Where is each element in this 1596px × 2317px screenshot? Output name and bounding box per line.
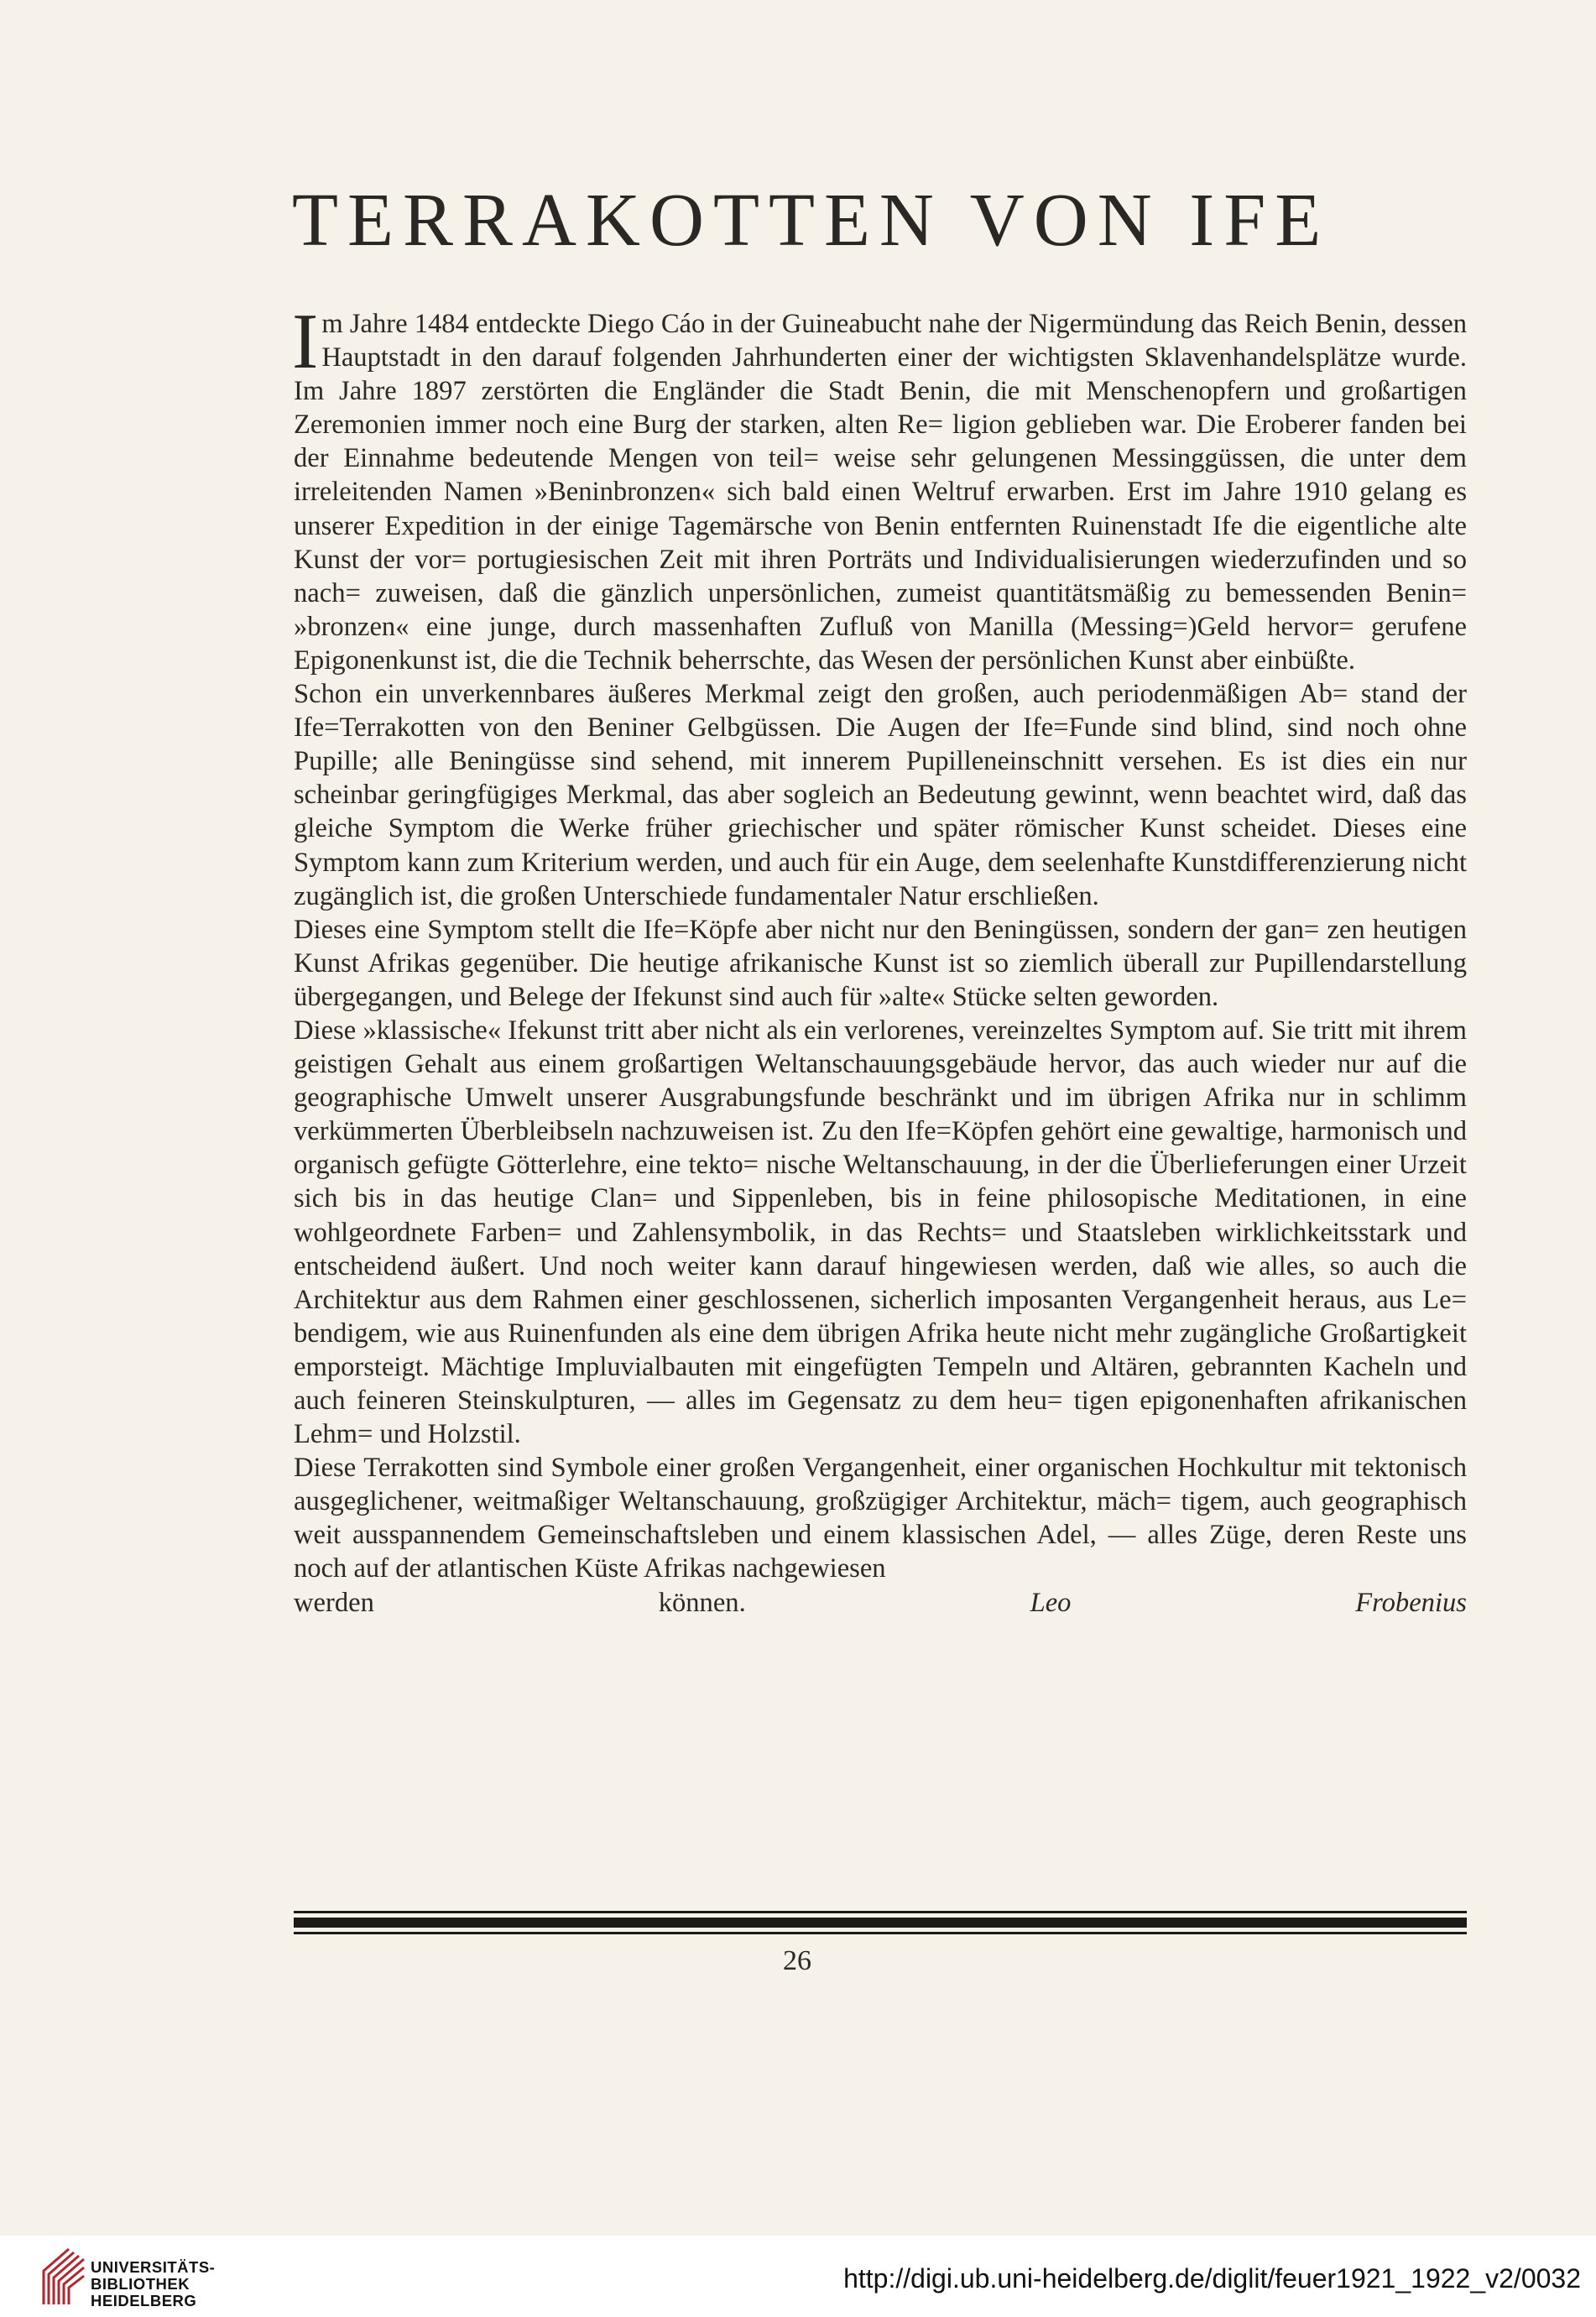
text-line: Großartigkeit emporsteigt. Mächtige Impluvialbauten mit eingefügten Tempeln und Altären, (294, 1318, 1467, 1382)
article-body (292, 298, 1468, 1620)
paragraph-2 (294, 677, 1467, 913)
text-line: Benin, dessen Hauptstadt in den darauf folgenden Jahrhunderten einer der wichtigsten (321, 309, 1467, 373)
text-line: nische Weltanschauung, in der die Überlieferungen einer Urzeit sich bis in das heutige Clan= (294, 1150, 1467, 1214)
article-title: TERRAKOTTEN VON IFE (292, 179, 1331, 262)
text-line: zur Pupillendarstellung übergegangen, und Belege der Ifekunst sind auch für »alte« Stücke (294, 947, 1467, 1012)
permalink-url[interactable]: http://digi.ub.uni-heidelberg.de/diglit/feuer1921_1922_v2/0032 (843, 2263, 1581, 2294)
library-name-line: HEIDELBERG (91, 2292, 197, 2309)
text-line: Adel, — alles Züge, deren Reste uns noch auf der atlantischen Küste Afrikas nachgewiesen (294, 1520, 1467, 1584)
text-line: Ife=Köpfen gehört eine gewaltige, harmonisch und organisch gefügte Götterlehre, eine tekto= (294, 1116, 1467, 1181)
text-line: aus dem Rahmen einer geschlossenen, sicherlich imposanten Vergangenheit heraus, aus Le= (429, 1284, 1467, 1315)
text-line: ein Auge, dem seelenhafte Kunstdifferenzierung nicht zugänglich ist, die großen Unterschiede (294, 847, 1467, 911)
library-logo-icon (37, 2246, 87, 2308)
rule-line (294, 1918, 1467, 1928)
text-line: einige Tagemärsche von Benin entfernten Ruinenstadt Ife die eigentliche alte Kunst der vor= (294, 510, 1467, 575)
text-line: sind noch ohne Pupille; alle Beningüsse sind sehend, mit innerem Pupilleneinschnitt versehen. (294, 712, 1467, 777)
text-line: Schon ein unverkennbares äußeres Merkmal zeigt den großen, auch periodenmäßigen Ab= (294, 679, 1348, 710)
page-number: 26 (783, 1945, 811, 1976)
author-signature: Leo Frobenius (1030, 1587, 1467, 1618)
text-line: portugiesischen Zeit mit ihren Porträts und Individualisierungen wiederzufinden und so nach= (294, 544, 1467, 608)
text-line: Zahlensymbolik, in das Rechts= und Staatsleben wirklichkeitsstark und entscheidend äußert. (294, 1217, 1467, 1281)
text-line: stand der Ife=Terrakotten von den Beniner Gelbgüssen. Die Augen der Ife=Funde sind blind, (294, 679, 1467, 744)
text-line: tritt mit ihrem geistigen Gehalt aus einem großartigen Weltanschauungsgebäude hervor, das (294, 1015, 1467, 1080)
text-line: Es ist dies ein nur scheinbar geringfügiges Merkmal, das aber sogleich an Bedeutung gewinnt, (294, 746, 1467, 811)
text-line: und Sippenleben, bis in feine philosopische Meditationen, in eine wohlgeordnete Farben= und (294, 1183, 1467, 1248)
text-line: bendigem, wie aus Ruinenfunden als eine dem übrigen Afrika heute nicht mehr zugängliche (294, 1318, 1312, 1349)
text-line: gerufene Epigonenkunst ist, die die Technik beherrschte, das Wesen der persönlichen Kunst (294, 611, 1467, 676)
text-line: wenn beachtet wird, daß das gleiche Symptom die Werke früher griechischer und später (294, 780, 1467, 844)
drop-cap: I (292, 298, 319, 385)
text-line: »bronzen« eine junge, durch massenhaften Zufluß von Manilla (Messing=)Geld hervor= (294, 611, 1354, 642)
closing-line (294, 1586, 1467, 1620)
text-line: im übrigen Afrika nur in schlimm verkümmerten Überbleibseln nachzuweisen ist. Zu den (294, 1083, 1467, 1147)
text-line: zuweisen, daß die gänzlich unpersönlichen, zumeist quantitätsmäßig zu bemessenden Benin= (375, 577, 1467, 608)
paragraph-1 (292, 298, 1467, 677)
text-line: Sklavenhandelsplätze wurde. Im Jahre 1897 zerstörten die Engländer die Stadt Benin, die mit (294, 342, 1467, 407)
text-line: zen heutigen Kunst Afrikas gegenüber. Die heutige afrikanische Kunst ist so ziemlich überall (294, 914, 1467, 978)
text-line: Diese Terrakotten sind Symbole einer großen Vergangenheit, einer organischen Hochkultur (294, 1453, 1302, 1484)
text-line: tigem, auch geographisch weit ausspannendem Gemeinschaftsleben und einem klassischen (294, 1486, 1467, 1551)
library-name (91, 2259, 215, 2309)
text-line: mit tektonisch ausgeglichener, weitmaßiger Weltanschauung, großzügiger Architektur, mäch= (294, 1453, 1468, 1517)
text-line: Diese »klassische« Ifekunst tritt aber nicht als ein verlorenes, vereinzeltes Symptom auf. Sie (294, 1015, 1307, 1046)
text-line: gebrannten Kacheln und auch feineren Steinskulpturen, — alles im Gegensatz zu dem heu= (294, 1351, 1467, 1416)
text-line: ligion geblieben war. Die Eroberer fanden bei der Einnahme bedeutende Mengen von teil= (294, 410, 1467, 474)
paragraph-4 (294, 1014, 1467, 1451)
bottom-rule (294, 1911, 1467, 1934)
text-line: aber einbüßte. (1200, 644, 1356, 676)
text-line: m Jahre 1484 entdeckte Diego Cáo in der Guineabucht nahe der Nigermündung das Reich (321, 309, 1308, 339)
text-line: fundamentaler Natur erschließen. (733, 880, 1099, 911)
rule-line (294, 1911, 1467, 1913)
text-line: werden können. (294, 1587, 746, 1618)
paragraph-3 (294, 913, 1467, 1014)
text-line: Dieses eine Symptom stellt die Ife=Köpfe aber nicht nur den Beningüssen, sondern der gan= (294, 914, 1320, 945)
text-line: auch wieder nur auf die geographische Umwelt unserer Ausgrabungsfunde beschränkt und (294, 1049, 1467, 1114)
text-line: sich bald einen Weltruf erwarben. Erst im Jahre 1910 gelang es unserer Expedition in der (294, 477, 1467, 541)
text-line: selten geworden. (1033, 981, 1219, 1012)
rule-line (294, 1932, 1467, 1934)
text-line: weise sehr gelungenen Messinggüssen, die unter dem irreleitenden Namen »Beninbronzen« (294, 443, 1467, 508)
text-line: tigen epigonenhaften afrikanischen Lehm= und Holzstil. (294, 1386, 1467, 1450)
text-line: römischer Kunst scheidet. Dieses eine Symptom kann zum Kriterium werden, und auch für (294, 813, 1467, 878)
paragraph-5 (294, 1451, 1467, 1585)
library-name-line: BIBLIOTHEK (91, 2275, 190, 2293)
library-name-line: UNIVERSITÄTS- (91, 2258, 216, 2276)
text-line: Und noch weiter kann darauf hingewiesen werden, daß wie alles, so auch die Architektur (294, 1250, 1467, 1315)
text-line: Menschenopfern und großartigen Zeremonien immer noch eine Burg der starken, alten Re= (294, 376, 1467, 441)
